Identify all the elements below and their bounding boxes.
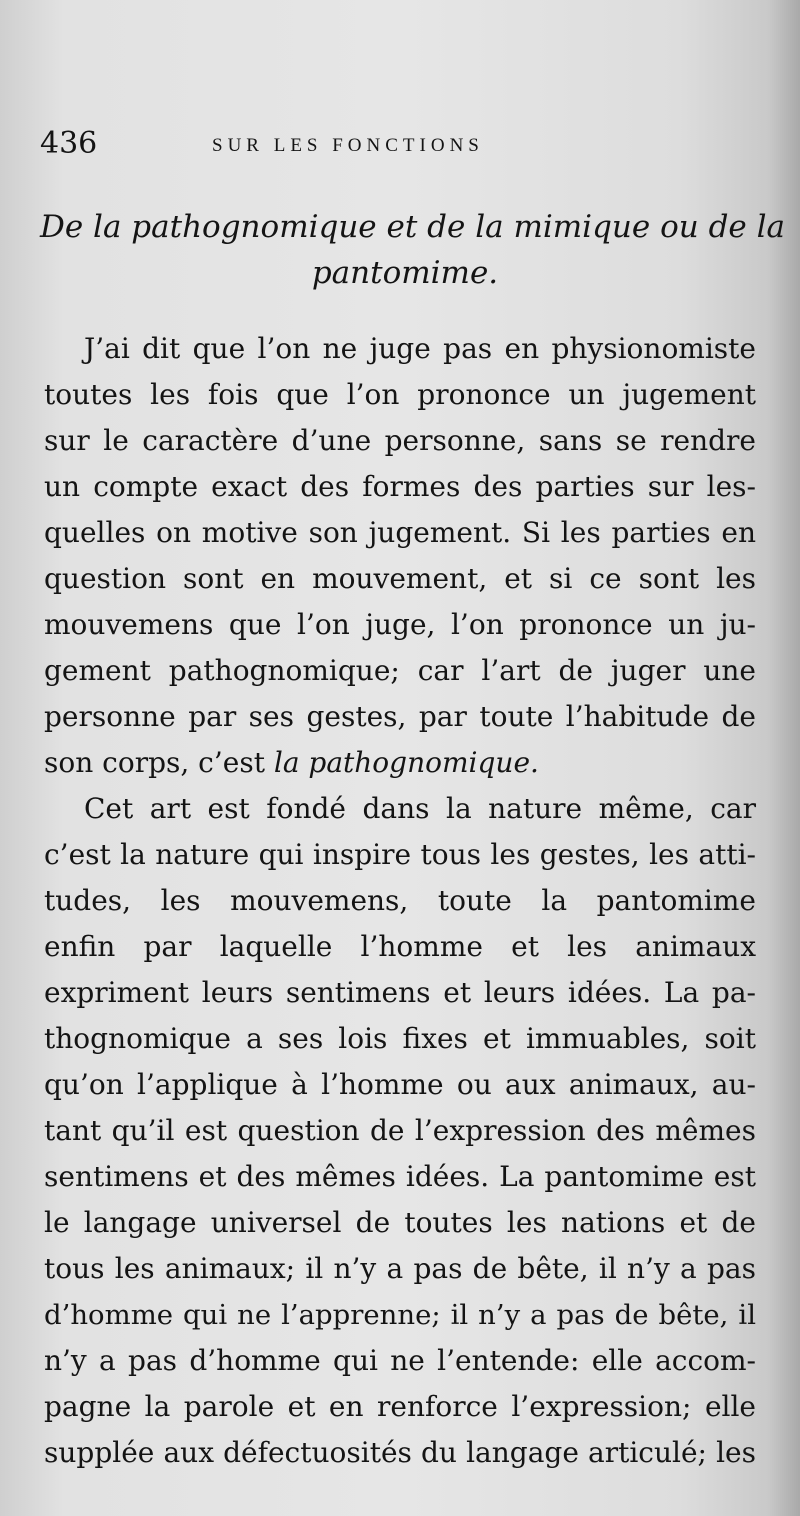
running-head [40,124,760,164]
text-line: tant qu’il est question de l’expression des mêmes [44,1114,756,1147]
section-heading [40,204,786,296]
text-line: sur le caractère d’une personne, sans se rendre [44,424,756,457]
text-line: thognomique a ses lois fixes et immuables, soit [44,1022,756,1055]
text-line: tudes, les mouvemens, toute la pantomime [44,884,756,917]
text-line: le langage universel de toutes les nations et de [44,1206,756,1239]
text-line: enfin par laquelle l’homme et les animaux [44,930,756,963]
page-number: 436 [40,126,98,161]
text-line [44,740,756,786]
text-line: qu’on l’applique à l’homme ou aux animaux, au- [44,1068,756,1101]
text-run: son corps, c’est [44,746,274,779]
text-line: question sont en mouvement, et si ce sont les [44,562,756,595]
text-line: mouvemens que l’on juge, l’on prononce un ju- [44,608,756,641]
text-line: tous les animaux; il n’y a pas de bête, il n’y a pas [44,1252,756,1285]
emphasis-text: la pathognomique. [273,746,539,779]
section-heading-line: pantomime. [311,255,499,291]
text-line: n’y a pas d’homme qui ne l’entende: elle accom- [44,1344,756,1377]
text-line: c’est la nature qui inspire tous les gestes, les atti- [44,838,756,871]
running-title: SUR LES FONCTIONS [212,135,484,156]
text-line: quelles on motive son jugement. Si les parties en [44,516,756,549]
text-line: J’ai dit que l’on ne juge pas en physionomiste [84,332,756,365]
text-line: sentimens et des mêmes idées. La pantomime est [44,1160,756,1193]
text-line: Cet art est fondé dans la nature même, car [84,792,756,825]
text-line: supplée aux défectuosités du langage articulé; les [44,1436,756,1469]
text-line: personne par ses gestes, par toute l’habitude de [44,700,756,733]
section-heading-line: De la pathognomique et de la mimique ou de la [40,209,786,245]
text-line: toutes les fois que l’on prononce un jugement [44,378,756,411]
text-line: d’homme qui ne l’apprenne; il n’y a pas de bête, il [44,1299,756,1331]
text-line: pagne la parole et en renforce l’expression; elle [44,1390,756,1423]
text-line: gement pathognomique; car l’art de juger une [44,654,756,687]
text-line: expriment leurs sentimens et leurs idées. La pa- [44,976,756,1009]
text-line: un compte exact des formes des parties sur les- [44,470,756,503]
